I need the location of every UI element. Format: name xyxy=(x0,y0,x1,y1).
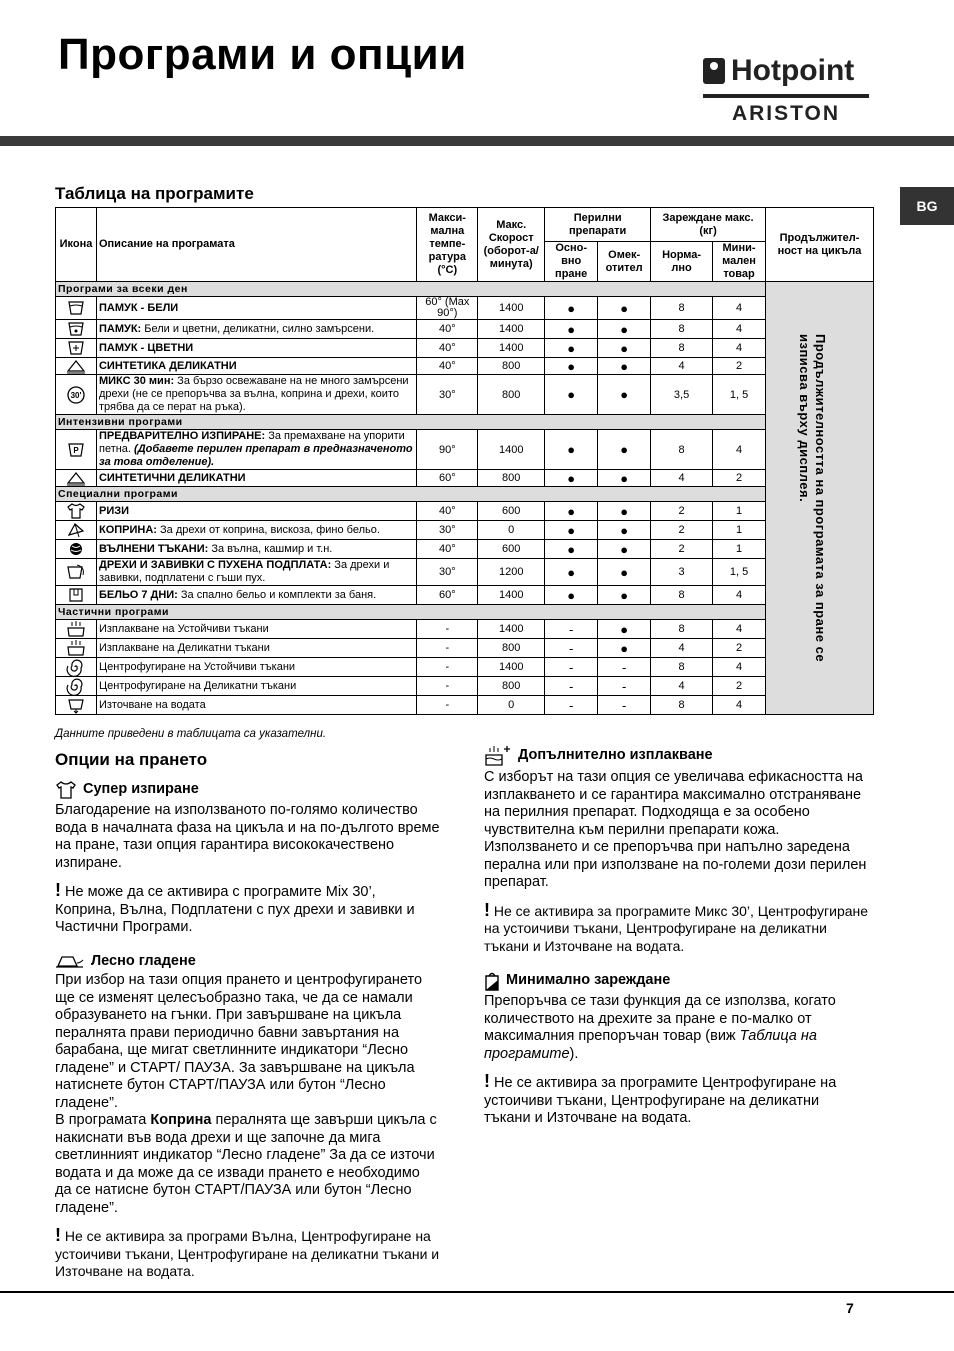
program-text: Центрофугиране на Деликатни тъкани xyxy=(98,679,297,692)
table-row xyxy=(56,297,874,320)
min-load-warning xyxy=(484,1073,869,1128)
cell-m: 1, 5 xyxy=(713,375,766,415)
min-load-body-b: Таблица на програмите xyxy=(484,1028,817,1062)
cell-d2: - xyxy=(598,658,651,677)
cell-speed: 600 xyxy=(478,502,545,521)
cell-temp: 90° xyxy=(417,430,478,470)
program-description xyxy=(96,658,416,677)
cell-d1: - xyxy=(545,620,598,639)
cell-m: 2 xyxy=(713,358,766,375)
cell-speed: 1400 xyxy=(478,658,545,677)
cell-temp: 30° xyxy=(417,521,478,540)
cell-speed: 800 xyxy=(478,358,545,375)
spin-icon xyxy=(56,677,97,696)
spin-icon xyxy=(56,658,97,677)
program-text: За дрехи и завивки, подплатени с гъши пух. xyxy=(98,559,390,584)
table-row xyxy=(56,677,874,696)
program-name: МИКС 30 мин: xyxy=(98,375,175,387)
section-title: Специални програми xyxy=(56,487,766,502)
program-name: ВЪЛНЕНИ ТЪКАНИ: xyxy=(98,542,209,555)
warning-icon: ! xyxy=(484,1071,490,1091)
min-load-heading xyxy=(484,971,869,991)
cell-m: 4 xyxy=(713,339,766,358)
table-note: Данните приведени в таблицата са указателни. xyxy=(55,728,327,740)
table-row xyxy=(56,339,874,358)
cell-speed: 1400 xyxy=(478,320,545,339)
program-name: ДРЕХИ И ЗАВИВКИ С ПУХЕНА ПОДПЛАТА: xyxy=(98,559,332,571)
duration-cell xyxy=(766,282,874,715)
program-description xyxy=(96,320,416,339)
cell-temp: 30° xyxy=(417,559,478,586)
cell-d1: ● xyxy=(545,540,598,559)
program-description xyxy=(96,430,416,470)
program-text: Изплакване на Деликатни тъкани xyxy=(98,641,270,654)
cell-d2: ● xyxy=(598,358,651,375)
cell-speed: 0 xyxy=(478,521,545,540)
table-title: Таблица на програмите xyxy=(55,184,254,203)
program-description xyxy=(96,586,416,605)
cell-n: 8 xyxy=(651,297,713,320)
program-name: СИНТЕТИКА ДЕЛИКАТНИ xyxy=(98,359,237,372)
super-wash-title: Супер изпиране xyxy=(83,781,199,798)
program-name: РИЗИ xyxy=(98,504,130,517)
cell-m: 2 xyxy=(713,677,766,696)
cell-d2: ● xyxy=(598,586,651,605)
cell-n: 2 xyxy=(651,502,713,521)
table-row xyxy=(56,320,874,339)
min-load-body-c: ). xyxy=(569,1045,579,1062)
svg-text:P: P xyxy=(73,445,79,455)
cell-temp: 40° xyxy=(417,540,478,559)
cell-temp: 60° xyxy=(417,586,478,605)
cell-n: 8 xyxy=(651,620,713,639)
cell-d2: ● xyxy=(598,375,651,415)
brand-sub: ARISTON xyxy=(731,102,841,125)
duration-note: Продължителността на програмата за пране се изписва върху дисплея. xyxy=(797,334,828,663)
cell-m: 4 xyxy=(713,696,766,715)
cell-d1: - xyxy=(545,658,598,677)
program-description xyxy=(96,639,416,658)
program-name: КОПРИНА: xyxy=(98,523,157,536)
cell-speed: 1400 xyxy=(478,620,545,639)
cell-temp: 30° xyxy=(417,375,478,415)
super-wash-warning xyxy=(55,882,440,937)
section-title: Интензивни програми xyxy=(56,415,766,430)
super-wash-warning-text: Не може да се активира с програмите Mix 30’, Коприна, Вълна, Подплатени с пух дрехи и завивки и Частични Програми. xyxy=(55,884,415,935)
cell-d1: ● xyxy=(545,559,598,586)
min-load-icon xyxy=(484,971,500,991)
section-title: Частични програми xyxy=(56,605,766,620)
cell-d1: ● xyxy=(545,339,598,358)
shirts-icon xyxy=(56,502,97,521)
program-name: БЕЛЬО 7 ДНИ: xyxy=(98,588,178,601)
min-load-title: Минимално зареждане xyxy=(506,972,671,989)
cell-d1: ● xyxy=(545,297,598,320)
cell-d2: ● xyxy=(598,297,651,320)
program-description xyxy=(96,677,416,696)
options-right-column xyxy=(484,745,869,1138)
wool-icon xyxy=(56,540,97,559)
header-speed: Макс. Скорост (оборот-а/минута) xyxy=(478,208,545,282)
table-row xyxy=(56,375,874,415)
extra-rinse-heading xyxy=(484,745,869,767)
section-row xyxy=(56,605,874,620)
warning-icon: ! xyxy=(55,1225,61,1245)
program-text: Центрофугиране на Устойчиви тъкани xyxy=(98,660,296,673)
section-row xyxy=(56,282,874,297)
cell-m: 1 xyxy=(713,540,766,559)
easy-iron-body2 xyxy=(55,1112,440,1217)
easy-iron-warning-text: Не се активира за програми Вълна, Центрофугиране на устоичиви тъкани, Центрофугиране на деликатни тъкани и Източване на водата. xyxy=(55,1228,440,1279)
program-description xyxy=(96,375,416,415)
options-left-column xyxy=(55,780,440,1291)
cell-d1: - xyxy=(545,639,598,658)
program-description xyxy=(96,297,416,320)
cell-m: 4 xyxy=(713,586,766,605)
cell-m: 4 xyxy=(713,320,766,339)
header-band xyxy=(0,136,954,146)
program-name: ПАМУК - ЦВЕТНИ xyxy=(98,341,194,354)
header-prewash: Осно-вно пране xyxy=(545,242,598,282)
extra-rinse-icon xyxy=(484,745,512,767)
cell-d1: - xyxy=(545,696,598,715)
program-text: За дрехи от коприна, вискоза, фино бельо. xyxy=(156,523,380,536)
cell-d2: ● xyxy=(598,521,651,540)
program-text: Бели и цветни, деликатни, силно замърсени. xyxy=(141,322,375,335)
cell-temp: - xyxy=(417,639,478,658)
program-description xyxy=(96,521,416,540)
cell-temp: 40° xyxy=(417,358,478,375)
page-title: Програми и опции xyxy=(58,30,467,79)
section-row xyxy=(56,487,874,502)
program-description xyxy=(96,620,416,639)
cell-temp: - xyxy=(417,677,478,696)
header-temp: Макси-мална темпе-ратура (°C) xyxy=(417,208,478,282)
cell-n: 3 xyxy=(651,559,713,586)
cell-n: 8 xyxy=(651,339,713,358)
section-row xyxy=(56,415,874,430)
rinse-icon xyxy=(56,639,97,658)
brand-logo xyxy=(703,54,869,126)
cell-m: 2 xyxy=(713,470,766,487)
table-row xyxy=(56,559,874,586)
cell-speed: 800 xyxy=(478,677,545,696)
cell-speed: 800 xyxy=(478,639,545,658)
cell-temp: 60° xyxy=(417,470,478,487)
brand-name: Hotpoint xyxy=(731,54,855,87)
cotton-colours-icon xyxy=(56,339,97,358)
extra-rinse-warning xyxy=(484,899,869,956)
cell-n: 2 xyxy=(651,540,713,559)
table-row xyxy=(56,470,874,487)
easy-iron-body2-c: пералнята ще завърши цикъла с накиснати във вода дрехи и ще започне да мига светлинният индикатор “Лесно гладене” За да се източи водата и да може да се извади прането е необходимо да се натисне бутон СТАРТ/ПАУЗА или бутон “Лесно гладене”. xyxy=(55,1112,437,1216)
options-title: Опции на прането xyxy=(55,750,208,769)
cell-d2: ● xyxy=(598,430,651,470)
cell-n: 8 xyxy=(651,658,713,677)
cell-n: 4 xyxy=(651,470,713,487)
prewash-icon xyxy=(56,430,97,470)
cell-d2: ● xyxy=(598,639,651,658)
header-min: Мини-мален товар xyxy=(713,242,766,282)
iron-icon xyxy=(55,953,85,969)
min-load-body-a: Препоръчва се тази функция да се използва, когато количеството на дрехите за пране е по-малко от максималния препоръчан товар (виж xyxy=(484,993,836,1044)
super-wash-body: Благодарение на използваното по-голямо количество вода в началната фаза на цикъла и на по-дългото време на пране, тази опция гарантира висококачествено изпиране. xyxy=(55,802,440,871)
table-row xyxy=(56,502,874,521)
program-description xyxy=(96,470,416,487)
program-description xyxy=(96,540,416,559)
easy-iron-warning xyxy=(55,1227,440,1281)
warning-icon: ! xyxy=(55,880,61,900)
program-description xyxy=(96,502,416,521)
easy-iron-heading xyxy=(55,953,440,971)
cell-n: 2 xyxy=(651,521,713,540)
cell-d1: - xyxy=(545,677,598,696)
cell-temp: 40° xyxy=(417,502,478,521)
program-text: За спално бельо и комплекти за баня. xyxy=(177,588,377,601)
cell-temp: 60° (Max 90°) xyxy=(417,297,478,320)
cell-m: 4 xyxy=(713,297,766,320)
table-row xyxy=(56,430,874,470)
program-text: Изплакване на Устойчиви тъкани xyxy=(98,622,269,635)
cell-d2: ● xyxy=(598,620,651,639)
cell-speed: 1400 xyxy=(478,297,545,320)
duvet-icon xyxy=(56,559,97,586)
header-load: Зареждане макс. (кг) xyxy=(651,208,766,242)
program-description xyxy=(96,696,416,715)
mix30-icon xyxy=(56,375,97,415)
section-title: Програми за всеки ден xyxy=(56,282,766,297)
cell-temp: - xyxy=(417,658,478,677)
cell-temp: - xyxy=(417,620,478,639)
header-normal: Норма-лно xyxy=(651,242,713,282)
cell-d2: ● xyxy=(598,470,651,487)
easy-iron-body1: При избор на тази опция прането и центрофугирането ще се изменят целесъобразно така, че да се намали образуването на гънки. При завършване на цикъла пералнята прави периодично бавни завъртания на барабана, ще мигат светлинните индикатори “Лесно гладене” и СТАРТ/ ПАУЗА. За завършване на цикъла натиснете бутон СТАРТ/ПАУЗА или бутон “Лесно гладене”. xyxy=(55,972,423,1111)
cell-n: 8 xyxy=(651,696,713,715)
min-load-warning-text: Не се активира за програмите Центрофугиране на устоичиви тъкани, Центрофугиране на деликатни тъкани и Източване на водата. xyxy=(484,1075,837,1126)
header-softener: Омек-отител xyxy=(598,242,651,282)
cell-m: 4 xyxy=(713,658,766,677)
program-name: СИНТЕТИЧНИ ДЕЛИКАТНИ xyxy=(98,471,246,484)
svg-text:30': 30' xyxy=(70,390,82,400)
table-row xyxy=(56,639,874,658)
cell-n: 8 xyxy=(651,586,713,605)
cell-speed: 800 xyxy=(478,470,545,487)
program-text: За бързо освежаване на не много замърсени дрехи (не се препоръчва за вълна, коприна и дрехи, които трябва да се перат на ръка). xyxy=(98,375,409,413)
bedlinen-icon xyxy=(56,586,97,605)
cell-speed: 1200 xyxy=(478,559,545,586)
warning-icon: ! xyxy=(484,899,490,920)
cotton-stained-icon xyxy=(56,320,97,339)
program-text: Източване на водата xyxy=(98,698,206,711)
program-note: (Добавете перилен препарат в предназначеното за това отделение). xyxy=(98,443,413,468)
program-name: ПАМУК: xyxy=(98,322,142,335)
easy-iron-body2-a: В програмата xyxy=(55,1112,151,1128)
cell-d1: ● xyxy=(545,470,598,487)
cell-m: 1, 5 xyxy=(713,559,766,586)
cell-d1: ● xyxy=(545,586,598,605)
header-duration: Продължител-ност на цикъла xyxy=(766,208,874,282)
easy-iron-title: Лесно гладене xyxy=(91,952,196,969)
program-description xyxy=(96,559,416,586)
cell-m: 1 xyxy=(713,502,766,521)
cell-temp: 40° xyxy=(417,320,478,339)
cell-d1: ● xyxy=(545,430,598,470)
cell-n: 3,5 xyxy=(651,375,713,415)
cell-d2: ● xyxy=(598,540,651,559)
table-row xyxy=(56,521,874,540)
cell-n: 4 xyxy=(651,677,713,696)
footer-line xyxy=(0,1291,954,1293)
extra-rinse-warning-text: Не се активира за програмите Микс 30’, Центрофугиране на устоичиви тъкани, Центрофугиране на деликатни тъкани и Източване на водата. xyxy=(484,902,869,954)
table-row xyxy=(56,358,874,375)
cell-n: 8 xyxy=(651,430,713,470)
cell-d2: ● xyxy=(598,339,651,358)
cell-d1: ● xyxy=(545,358,598,375)
synthetic-icon xyxy=(56,358,97,375)
brand-logo-icon xyxy=(703,58,725,84)
cell-d1: ● xyxy=(545,502,598,521)
min-load-body xyxy=(484,993,869,1063)
cell-d2: ● xyxy=(598,502,651,521)
program-description xyxy=(96,358,416,375)
silk-icon xyxy=(56,521,97,540)
cell-speed: 0 xyxy=(478,696,545,715)
cell-speed: 1400 xyxy=(478,586,545,605)
table-row xyxy=(56,540,874,559)
rinse-icon xyxy=(56,620,97,639)
cell-speed: 1400 xyxy=(478,339,545,358)
cell-speed: 1400 xyxy=(478,430,545,470)
extra-rinse-body: С изборът на тази опция се увеличава ефикасността на изплакването и се гарантира максимално отстраняване на перилния препарат. Подходяща е за особено чувствителна към перилни препарати кожа. Използването и се препоръчва при напълно заредена перална или при използване на по-големи дози перилен препарат. xyxy=(484,769,867,890)
header-desc: Описание на програмата xyxy=(96,208,416,282)
program-text: За премахване на упорити петна. xyxy=(98,430,405,455)
table-row xyxy=(56,696,874,715)
header-icon: Икона xyxy=(56,208,97,282)
cell-m: 4 xyxy=(713,620,766,639)
cell-d2: - xyxy=(598,677,651,696)
cell-m: 1 xyxy=(713,521,766,540)
cell-speed: 800 xyxy=(478,375,545,415)
synthetic-icon xyxy=(56,470,97,487)
cell-n: 8 xyxy=(651,320,713,339)
cell-d2: - xyxy=(598,696,651,715)
program-name: ПРЕДВАРИТЕЛНО ИЗПИРАНЕ: xyxy=(98,430,266,442)
cell-d1: ● xyxy=(545,521,598,540)
program-text: За вълна, кашмир и т.н. xyxy=(208,542,333,555)
cell-temp: 40° xyxy=(417,339,478,358)
cotton-whites-icon xyxy=(56,297,97,320)
cell-temp: - xyxy=(417,696,478,715)
easy-iron-body2-b: Коприна xyxy=(150,1112,212,1128)
extra-rinse-title: Допълнително изплакване xyxy=(518,747,713,764)
super-wash-heading xyxy=(55,780,440,800)
cell-d2: ● xyxy=(598,559,651,586)
program-name: ПАМУК - БЕЛИ xyxy=(98,301,179,314)
super-wash-icon xyxy=(55,780,77,800)
table-row xyxy=(56,620,874,639)
cell-speed: 600 xyxy=(478,540,545,559)
page-number: 7 xyxy=(846,1300,854,1316)
cell-d1: ● xyxy=(545,375,598,415)
program-table xyxy=(55,207,874,715)
cell-m: 4 xyxy=(713,430,766,470)
header-detergents: Перилни препарати xyxy=(545,208,651,242)
table-row xyxy=(56,658,874,677)
cell-n: 4 xyxy=(651,358,713,375)
cell-d1: ● xyxy=(545,320,598,339)
cell-m: 2 xyxy=(713,639,766,658)
cell-n: 4 xyxy=(651,639,713,658)
cell-d2: ● xyxy=(598,320,651,339)
table-row xyxy=(56,586,874,605)
language-tab: BG xyxy=(900,187,954,225)
drain-icon xyxy=(56,696,97,715)
program-description xyxy=(96,339,416,358)
